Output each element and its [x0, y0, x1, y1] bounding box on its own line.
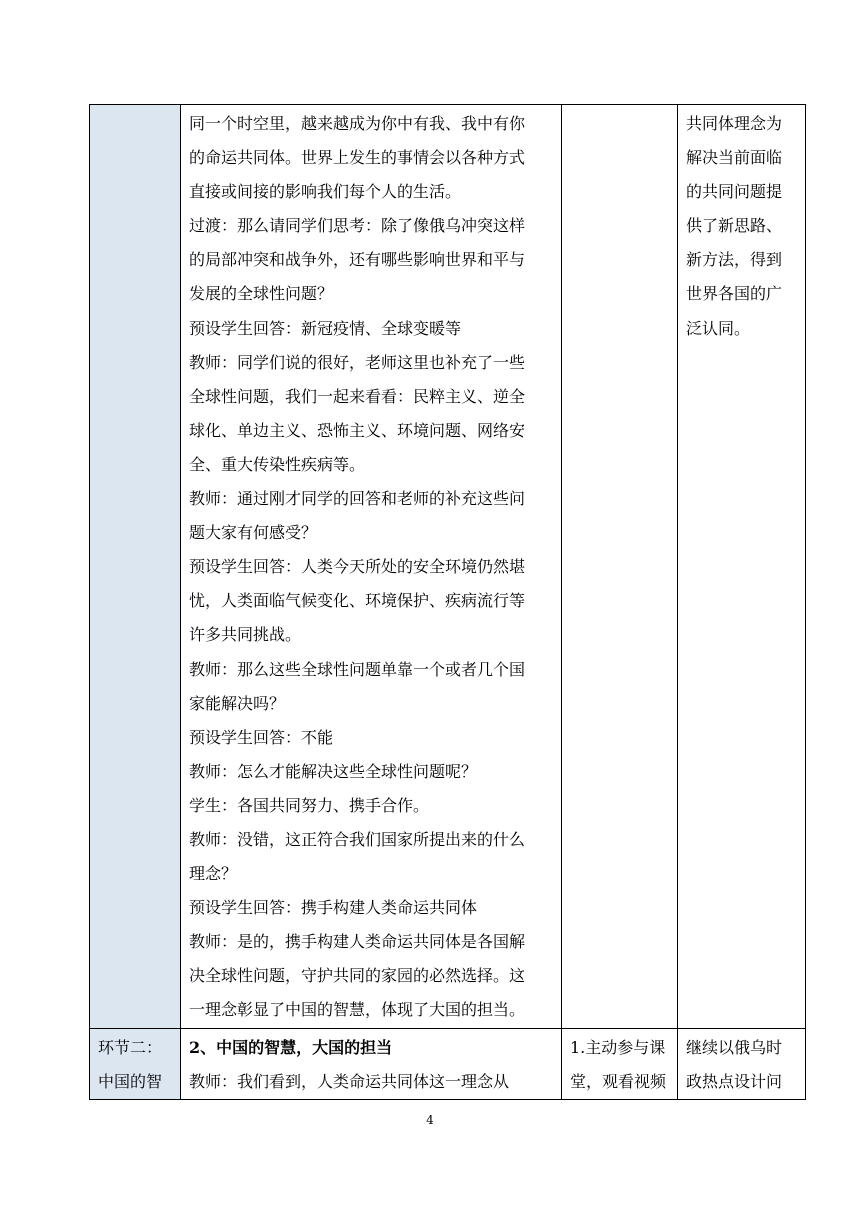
- text-line: 教师：没错，这正符合我们国家所提出来的什么: [189, 829, 526, 849]
- text-line: 的命运共同体。世界上发生的事情会以各种方式: [189, 148, 526, 168]
- text-line: 教师：是的，携手构建人类命运共同体是各国解: [189, 932, 526, 952]
- text-line: 理念？: [189, 864, 238, 884]
- table-row: [90, 1028, 806, 1099]
- text-line: 题大家有何感受？: [189, 523, 318, 543]
- text-line: 全球性问题，我们一起来看看：民粹主义、逆全: [189, 386, 526, 406]
- text-line: 泛认同。: [686, 318, 751, 338]
- text-line: 预设学生回答：新冠疫情、全球变暖等: [189, 318, 462, 338]
- section-heading: 2、中国的智慧，大国的担当: [189, 1037, 393, 1057]
- text-line: 许多共同挑战。: [189, 625, 302, 645]
- student-activity-cell: [562, 105, 678, 1029]
- text-line: 忧，人类面临气候变化、环境保护、疾病流行等: [189, 591, 526, 611]
- text-line: 政热点设计问: [686, 1071, 783, 1091]
- text-line: 学生：各国共同努力、携手合作。: [189, 795, 430, 815]
- text-line: 堂，观看视频: [570, 1071, 667, 1091]
- text-line: 家能解决吗？: [189, 693, 286, 713]
- text-line: 新方法，得到: [686, 250, 783, 270]
- text-line: 环节二：: [98, 1037, 163, 1057]
- text-line: 教师：那么这些全球性问题单靠一个或者几个国: [189, 659, 526, 679]
- text-line: 继续以俄乌时: [686, 1037, 783, 1057]
- text-line: 同一个时空里，越来越成为你中有我、我中有你: [189, 114, 526, 133]
- text-line: 过渡：那么请同学们思考：除了像俄乌冲突这样: [189, 216, 526, 236]
- table-row: [90, 105, 806, 1029]
- text-line: 教师：我们看到，人类命运共同体这一理念从: [189, 1071, 510, 1091]
- text-line: 世界各国的广: [686, 284, 783, 304]
- student-activity-cell: [562, 1028, 678, 1099]
- text-line: 预设学生回答：不能: [189, 727, 334, 747]
- text-line: 预设学生回答：人类今天所处的安全环境仍然堪: [189, 557, 526, 577]
- lesson-plan-table: [89, 104, 806, 1100]
- text-line: 决全球性问题，守护共同的家园的必然选择。这: [189, 966, 526, 986]
- text-line: 一理念彰显了中国的智慧，体现了大国的担当。: [189, 1000, 526, 1020]
- stage-cell: [90, 105, 181, 1029]
- teaching-process-cell: [181, 105, 562, 1029]
- teaching-process-cell: [181, 1028, 562, 1099]
- text-line: 教师：怎么才能解决这些全球性问题呢？: [189, 761, 478, 781]
- design-intent-cell: [678, 105, 806, 1029]
- page-number: 4: [426, 1113, 434, 1127]
- text-line: 的共同问题提: [686, 182, 783, 202]
- text-line: 的局部冲突和战争外，还有哪些影响世界和平与: [189, 250, 526, 270]
- text-line: 共同体理念为: [686, 114, 783, 133]
- text-line: 预设学生回答：携手构建人类命运共同体: [189, 898, 478, 918]
- text-line: 球化、单边主义、恐怖主义、环境问题、网络安: [189, 420, 526, 440]
- text-line: 教师：通过刚才同学的回答和老师的补充这些问: [189, 489, 526, 509]
- text-line: 教师：同学们说的很好，老师这里也补充了一些: [189, 352, 526, 372]
- design-intent-cell: [678, 1028, 806, 1099]
- stage-cell: [90, 1028, 181, 1099]
- text-line: 发展的全球性问题？: [189, 284, 334, 304]
- text-line: 1.主动参与课: [570, 1037, 666, 1057]
- text-line: 全、重大传染性疾病等。: [189, 454, 366, 474]
- text-line: 解决当前面临: [686, 148, 783, 168]
- text-line: 中国的智: [98, 1071, 163, 1091]
- text-line: 直接或间接的影响我们每个人的生活。: [189, 182, 462, 202]
- text-line: 供了新思路、: [686, 216, 783, 236]
